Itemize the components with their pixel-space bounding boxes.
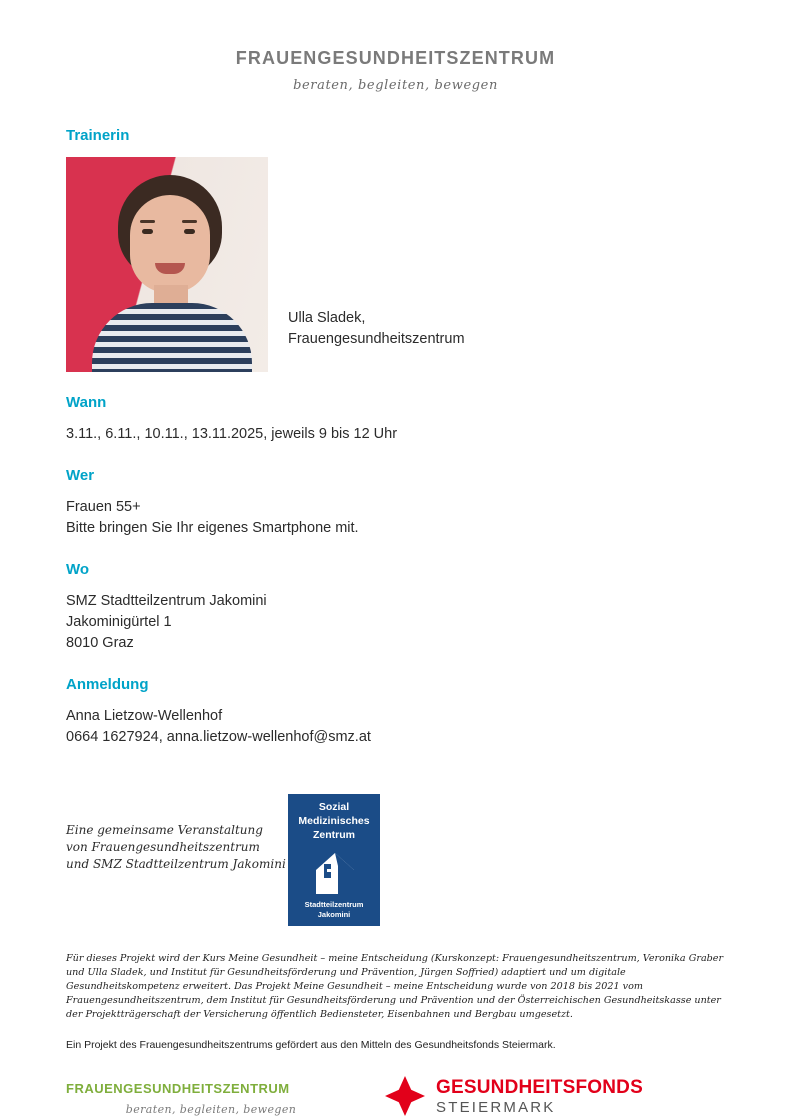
registration-contact-details[interactable]: 0664 1627924, anna.lietzow-wellenhof@smz.at — [66, 729, 371, 745]
gesundheitsfonds-text — [436, 1077, 643, 1116]
portrait-brow-right — [182, 220, 197, 223]
portrait-eye-left — [142, 229, 153, 234]
portrait-brow-left — [140, 220, 155, 223]
footer-logos — [0, 1075, 791, 1117]
diamond-icon — [384, 1075, 426, 1117]
smz-logo-line-2: Medizinisches — [298, 815, 370, 827]
section-trainer — [66, 127, 725, 372]
document-content — [0, 127, 791, 926]
fgz-logo — [66, 1077, 356, 1116]
partner-note — [66, 794, 288, 873]
trainer-row — [66, 157, 725, 372]
portrait-shirt — [92, 303, 252, 372]
section-heading-when: Wann — [66, 394, 107, 411]
fgz-logo-name: frauengesundheitszentrum — [66, 1076, 290, 1097]
trainer-name: Ulla Sladek, — [288, 310, 366, 326]
funding-note: Ein Projekt des Frauengesundheitszentrums gefördert aus den Mitteln des Gesundheitsfonds Steiermark. — [66, 1039, 556, 1051]
who-target-group: Frauen 55+ — [66, 499, 141, 515]
section-where — [66, 561, 725, 654]
registration-contact-name: Anna Lietzow-Wellenhof — [66, 708, 223, 724]
legal-paragraph: Für dieses Projekt wird der Kurs Meine Gesundheit – meine Entscheidung (Kurskonzept: Frauengesundheitszentrum, Veronika Graber und Ulla Sladek, und Institut für Gesundheitsförderung und Prävention, Jürgen Soffried) adaptiert und um digitale Gesundheitskompetenz erweitert. Das Projekt Meine Gesundheit – meine Entscheidung wurde von 2018 bis 2021 vom Frauengesundheitszentrum, dem Institut für Gesundheitsförderung und Prävention und der Österreichischen Gesundheitskasse unter der Projektträgerschaft der Versicherung öffentlich Bediensteter, Eisenbahnen und Bergbau umgesetzt. — [66, 953, 724, 1020]
smz-logo — [288, 794, 380, 926]
portrait-face — [130, 195, 210, 293]
partner-note-line-3: und SMZ Stadtteilzentrum Jakomini — [66, 857, 286, 871]
smz-logo-line-3: Zentrum — [313, 829, 355, 841]
fgz-logo-slogan: beraten, begleiten, bewegen — [125, 1102, 297, 1116]
document-header — [0, 0, 791, 93]
section-when — [66, 394, 725, 445]
section-heading-who: Wer — [66, 467, 95, 484]
trainer-caption — [288, 308, 465, 372]
page-title: frauengesundheitszentrum — [235, 42, 556, 70]
smz-logo-bottom-text — [288, 900, 380, 920]
section-heading-where: Wo — [66, 561, 90, 578]
partner-row — [66, 794, 725, 926]
smz-logo-line-5: Jakomini — [317, 910, 351, 919]
who-note: Bitte bringen Sie Ihr eigenes Smartphone mit. — [66, 520, 359, 536]
section-heading-trainer: Trainerin — [66, 127, 130, 144]
section-heading-registration: Anmeldung — [66, 676, 149, 693]
where-venue: SMZ Stadtteilzentrum Jakomini — [66, 593, 267, 609]
where-street: Jakominigürtel 1 — [66, 614, 172, 630]
gesundheitsfonds-logo — [384, 1075, 643, 1117]
smz-logo-top-text — [288, 800, 380, 842]
smz-logo-line-1: Sozial — [318, 801, 350, 813]
when-dates: 3.11., 6.11., 10.11., 13.11.2025, jeweils 9 bis 12 Uhr — [66, 426, 398, 442]
where-city: 8010 Graz — [66, 635, 134, 651]
section-who — [66, 467, 725, 539]
gesundheitsfonds-region: STEIERMARK — [436, 1098, 556, 1116]
partner-note-line-2: von Frauengesundheitszentrum — [66, 840, 260, 854]
house-icon — [314, 850, 356, 896]
section-registration — [66, 676, 725, 748]
trainer-organisation: Frauengesundheitszentrum — [288, 331, 465, 347]
header-slogan: beraten, begleiten, bewegen — [293, 78, 498, 93]
partner-note-line-1: Eine gemeinsame Veranstaltung — [66, 823, 263, 837]
portrait-eye-right — [184, 229, 195, 234]
gesundheitsfonds-name: GESUNDHEITSFONDS — [436, 1076, 643, 1098]
smz-logo-line-4: Stadtteilzentrum — [304, 900, 364, 909]
portrait-image — [66, 157, 268, 372]
